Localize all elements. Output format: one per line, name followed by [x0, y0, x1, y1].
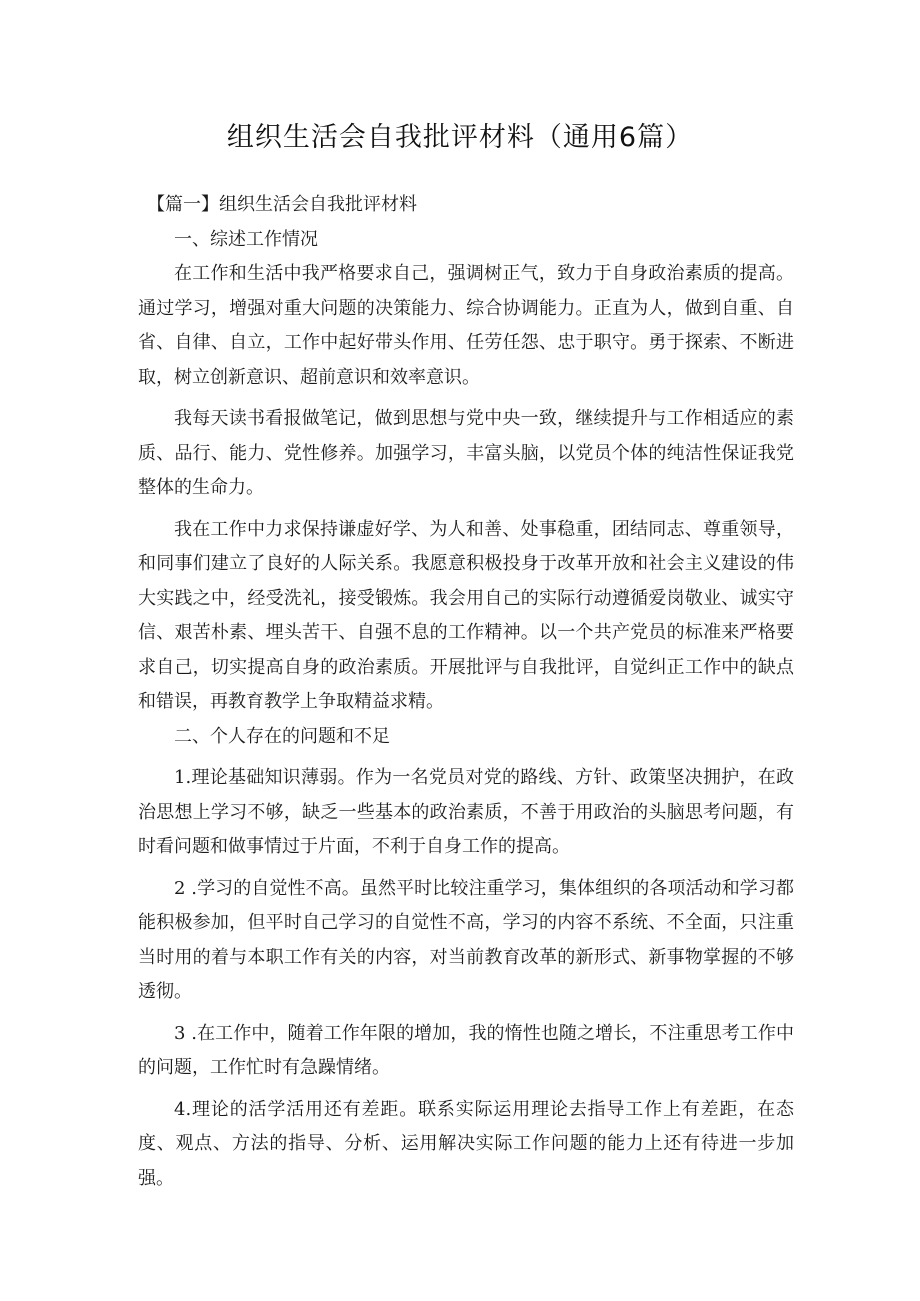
document-body: [138, 188, 794, 1196]
paragraph: 我每天读书看报做笔记，做到思想与党中央一致，继续提升与工作相适应的素质、品行、能力、党性修养。加强学习，丰富头脑，以党员个体的纯洁性保证我党整体的生命力。: [138, 408, 794, 498]
paragraph: 我在工作中力求保持谦虚好学、为人和善、处事稳重，团结同志、尊重领导，和同事们建立了良好的人际关系。我愿意积极投身于改革开放和社会主义建设的伟大实践之中，经受洗礼，接受锻炼。我会用自己的实际行动遵循爱岗敬业、诚实守信、艰苦朴素、埋头苦干、自强不息的工作精神。以一个共产党员的标准来严格要求自己，切实提高自身的政治素质。开展批评与自我批评，自觉纠正工作中的缺点和错误，再教育教学上争取精益求精。: [138, 518, 794, 712]
paragraph: 3 .在工作中，随着工作年限的增加，我的惰性也随之增长，不注重思考工作中的问题，工作忙时有急躁情绪。: [138, 1022, 794, 1078]
part2-heading: 二、个人存在的问题和不足: [174, 725, 390, 747]
paragraph: 在工作和生活中我严格要求自己，强调树正气，致力于自身政治素质的提高。通过学习，增强对重大问题的决策能力、综合协调能力。正直为人，做到自重、自省、自律、自立，工作中起好带头作用、任劳任怨、忠于职守。勇于探索、不断进取，树立创新意识、超前意识和效率意识。: [138, 263, 794, 388]
document-title: 组织生活会自我批评材料（通用6篇）: [226, 122, 694, 153]
paragraph: 2 .学习的自觉性不高。虽然平时比较注重学习，集体组织的各项活动和学习都能积极参加，但平时自己学习的自觉性不高，学习的内容不系统、不全面，只注重当时用的着与本职工作有关的内容，对当前教育改革的新形式、新事物掌握的不够透彻。: [138, 877, 794, 1002]
part1-heading: 一、综述工作情况: [174, 228, 318, 250]
paragraph: 1.理论基础知识薄弱。作为一名党员对党的路线、方针、政策坚决拥护，在政治思想上学习不够，缺乏一些基本的政治素质，不善于用政治的头脑思考问题，有时看问题和做事情过于片面，不利于自身工作的提高。: [138, 767, 794, 857]
paragraph: 4.理论的活学活用还有差距。联系实际运用理论去指导工作上有差距，在态度、观点、方法的指导、分析、运用解决实际工作问题的能力上还有待进一步加强。: [138, 1098, 794, 1189]
section-heading: 【篇一】组织生活会自我批评材料: [147, 194, 417, 215]
